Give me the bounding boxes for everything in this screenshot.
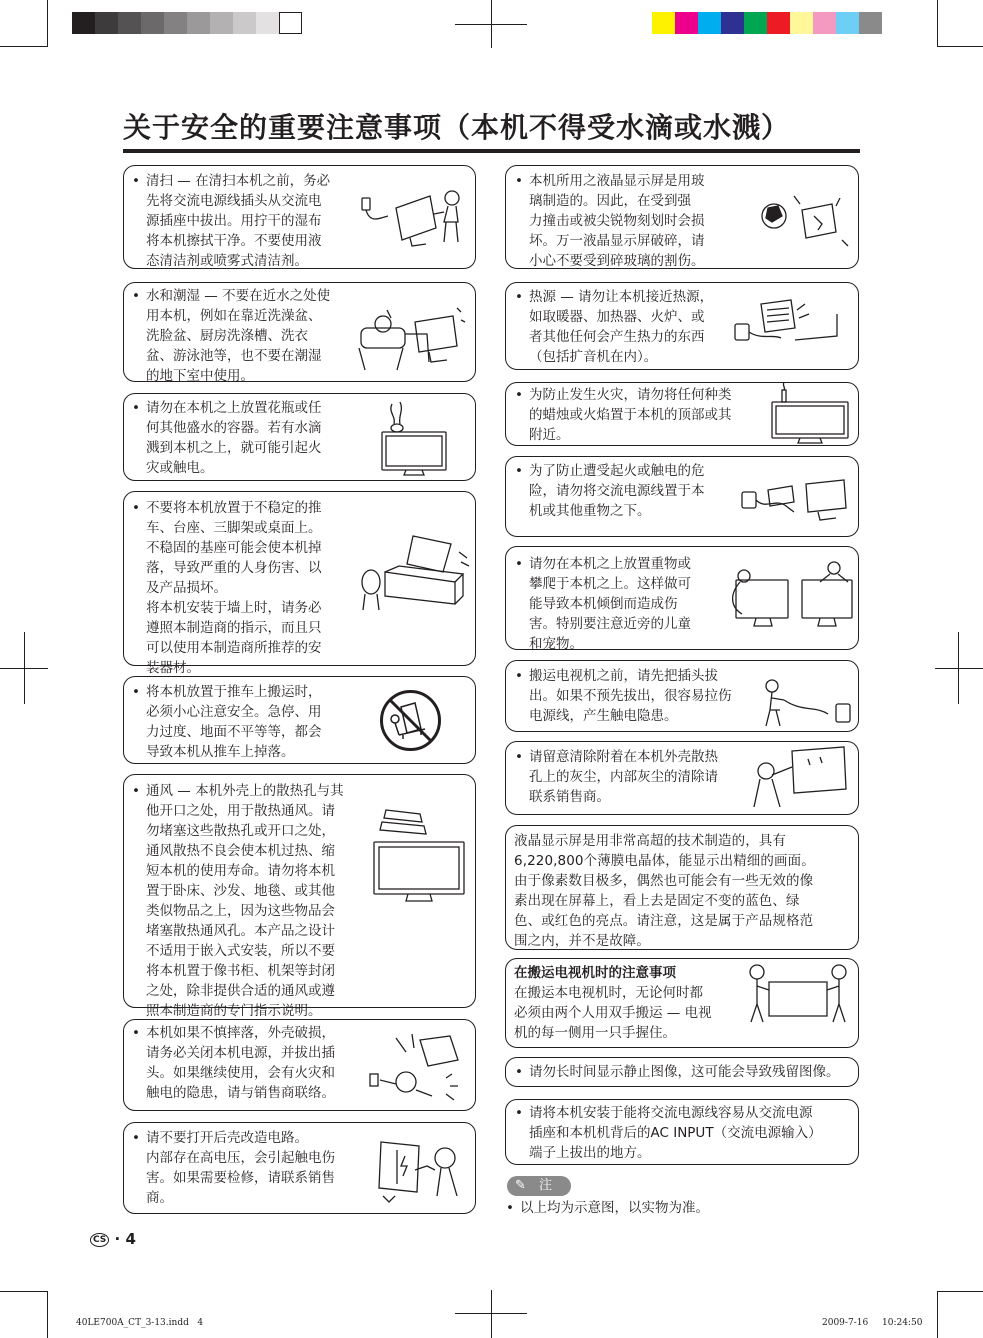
cart-warning-icon <box>379 689 442 752</box>
crop-mark <box>937 0 938 47</box>
color-swatch <box>675 12 698 34</box>
color-swatch <box>652 12 675 34</box>
note-text: 以上均为示意图，以实物为准。 <box>520 1200 709 1216</box>
note-text: 将本机放置于推车上搬运时， 必须小心注意安全。急停、用 力过度、地面不平等等，都会 导致本机从推车上掉落。 <box>146 684 322 760</box>
note-text: 水和潮湿 — 不要在近水之处使 用本机，例如在靠近洗澡盆、 洗脸盆、厨房洗涤槽、洗衣 盆、游泳池等，也不要在潮湿 的地下室中使用。 <box>146 288 331 384</box>
note-text: 请勿在本机之上放置重物或 攀爬于本机之上。这样做可 能导致本机倾倒而造成伤 害。特别要注意近旁的儿童 和宠物。 <box>529 556 691 652</box>
circuit-illustration <box>371 1136 469 1206</box>
note-label-text: 注 <box>539 1178 553 1193</box>
lcd-info-text: 液晶显示屏是用非常高超的技术制造的，具有 6,220,800个薄膜电晶体，能显示出精细的画面。 由于像素数目极多，偶然也可能会有一些无效的像 素出现在屏幕上，看上去是固定不变的蓝色、绿 色、或红色的亮点。请注意，这是属于产品规格范 围之内，并不是故障。 <box>514 833 815 949</box>
footer-file: 40LE700A_CT_3-13.indd 4 <box>76 1318 204 1328</box>
note-text: 热源 — 请勿让本机接近热源， 如取暖器、加热器、火炉、或 者其他任何会产生热力的东西 （包括扩音机在内）。 <box>529 289 714 365</box>
color-swatch <box>790 12 813 34</box>
note-text: 为了防止遭受起火或触电的危 险，请勿将交流电源线置于本 机或其他重物之下。 <box>529 463 705 519</box>
crop-mark <box>935 668 983 669</box>
crop-mark <box>0 668 48 669</box>
note-glass: • 本机所用之液晶显示屏是用玻 璃制造的。因此，在受到强 力撞击或被尖锐物刻划时会损 坏。万一液晶显示屏破碎，请 小心不要受到碎玻璃的割伤。 <box>515 173 705 269</box>
cleaning-illustration <box>360 188 468 262</box>
note-climb: • 请勿在本机之上放置重物或 攀爬于本机之上。这样做可 能导致本机倾倒而造成伤 害。特别要注意近旁的儿童 和宠物。 <box>515 556 691 652</box>
note-unplug: • 搬运电视机之前，请先把插头拔 出。如果不预先拔出，很容易拉伤 电源线，产生触电隐患。 <box>515 668 732 724</box>
footer-time: 10:24:50 <box>882 1318 923 1328</box>
color-swatch <box>164 12 187 34</box>
color-swatch <box>698 12 721 34</box>
candle-illustration <box>770 380 852 444</box>
water-illustration <box>357 302 469 376</box>
color-swatch <box>859 12 882 34</box>
color-swatch <box>118 12 141 34</box>
note-water: • 水和潮湿 — 不要在近水之处使 用本机，例如在靠近洗澡盆、 洗脸盆、厨房洗涤槽、洗衣 盆、游泳池等，也不要在潮湿 的地下室中使用。 <box>132 288 331 384</box>
color-swatch <box>187 12 210 34</box>
note-text: 不要将本机放置于不稳定的推 车、台座、三脚架或桌面上。 不稳固的基座可能会使本机掉 落，导致严重的人身伤害、以 及产品损坏。 将本机安装于墙上时，请务必 遵照本制造商的指示，而且只 可以使用本制造商所推荐的安 装器材。 <box>146 500 322 676</box>
heater-illustration <box>733 294 851 354</box>
crop-mark <box>937 1291 983 1292</box>
color-swatch <box>95 12 118 34</box>
note-cart: • 将本机放置于推车上搬运时， 必须小心注意安全。急停、用 力过度、地面不平等等，都会 导致本机从推车上掉落。 <box>132 684 322 760</box>
cord-illustration <box>740 472 852 526</box>
glass-break-illustration <box>756 190 852 250</box>
crop-mark <box>455 24 527 25</box>
note-text: 为防止发生火灾，请勿将任何种类 的蜡烛或火焰置于本机的顶部或其 附近。 <box>529 387 732 443</box>
ventilation-illustration <box>370 806 468 902</box>
note-cord: • 为了防止遭受起火或触电的危 险，请勿将交流电源线置于本 机或其他重物之下。 <box>515 463 705 519</box>
note-text: 请留意清除附着在本机外壳散热 孔上的灰尘，内部灰尘的清除请 联系销售商。 <box>529 749 718 805</box>
crop-mark <box>0 1291 47 1292</box>
crop-mark <box>47 1291 48 1338</box>
note-dropped: • 本机如果不慎摔落，外壳破损， 请务必关闭本机电源，并拔出插 头。如果继续使用，会有火灾和 触电的隐患，请与销售商联络。 <box>132 1025 335 1101</box>
note-candle: • 为防止发生火灾，请勿将任何种类 的蜡烛或火焰置于本机的顶部或其 附近。 <box>515 387 732 443</box>
unstable-stand-illustration <box>355 530 473 610</box>
crop-mark <box>455 1313 527 1314</box>
crop-mark <box>47 0 48 47</box>
unplug-illustration <box>756 676 854 728</box>
crop-mark <box>0 46 47 47</box>
climb-illustration <box>722 556 854 642</box>
transport-heading: 在搬运电视机时的注意事项 <box>514 965 676 981</box>
crop-mark <box>937 1291 938 1338</box>
vase-illustration <box>376 398 450 476</box>
crop-mark <box>491 1290 492 1338</box>
note-unstable: • 不要将本机放置于不稳定的推 车、台座、三脚架或桌面上。 不稳固的基座可能会使本机掉 落，导致严重的人身伤害、以 及产品损坏。 将本机安装于墙上时，请务必 遵照本制造商的指示，而且只 可以使用本制造商所推荐的安 装器材。 <box>132 500 322 676</box>
note-vase: • 请勿在本机之上放置花瓶或任 何其他盛水的容器。若有水滴 溅到本机之上，就可能引起火 灾或触电。 <box>132 400 322 476</box>
color-swatch <box>744 12 767 34</box>
note-heat: • 热源 — 请勿让本机接近热源， 如取暖器、加热器、火炉、或 者其他任何会产生热力的东西 （包括扩音机在内）。 <box>515 289 714 365</box>
note-ventilation: • 通风 — 本机外壳上的散热孔与其 他开口之处，用于散热通风。请 勿堵塞这些散热孔或开口之处， 通风散热不良会使本机过热、缩 短本机的使用寿命。请勿将本机 置于卧床、沙发、地毯、或其他 类似物品之上，因为这些物品会 堵塞散热通风孔。本产品之设计 不适用于嵌入式安装，所以不要 将本机置于像书柜、机架等封闭 之处，除非提供合适的通风或遵 照本制造商的专门指示说明。 <box>132 783 344 1019</box>
page-number-value: 4 <box>125 1230 136 1248</box>
crop-mark <box>937 46 983 47</box>
outlet-note: • 请将本机安装于能将交流电源线容易从交流电源 插座和本机机背后的AC INPUT（交流电源输入） 端子上拔出的地方。 <box>515 1105 822 1161</box>
note-circuit: • 请不要打开后壳改造电路。 内部存在高电压，会引起触电伤 害。如果需要检修，请联系销售 商。 <box>132 1130 335 1206</box>
color-swatch <box>813 12 836 34</box>
still-image-note: • 请勿长时间显示静止图像，这可能会导致残留图像。 <box>515 1064 840 1080</box>
page-separator: · <box>114 1230 121 1248</box>
note-label <box>507 1176 571 1196</box>
color-swatch <box>141 12 164 34</box>
color-swatch <box>72 12 95 34</box>
note-dust: • 请留意清除附着在本机外壳散热 孔上的灰尘，内部灰尘的清除请 联系销售商。 <box>515 749 718 805</box>
page-number <box>90 1230 136 1248</box>
language-badge: CS <box>90 1233 109 1247</box>
dropped-tv-illustration <box>366 1030 470 1106</box>
color-swatch <box>233 12 256 34</box>
color-swatch <box>256 12 279 34</box>
note-text: 搬运电视机之前，请先把插头拔 出。如果不预先拔出，很容易拉伤 电源线，产生触电隐患。 <box>529 668 732 724</box>
note-cleaning: • 清扫 — 在清扫本机之前，务必 先将交流电源线插头从交流电 源插座中拔出。用拧干的湿布 将本机擦拭干净。不要使用液 态清洁剂或喷雾式清洁剂。 <box>132 173 331 269</box>
title-rule <box>123 149 860 153</box>
illustration-note: • 以上均为示意图，以实物为准。 <box>506 1200 709 1216</box>
two-person-carry-illustration <box>745 960 853 1024</box>
note-text: 请将本机安装于能将交流电源线容易从交流电源 插座和本机机背后的AC INPUT（交流电源输入） 端子上拔出的地方。 <box>529 1105 822 1161</box>
note-text: 请勿在本机之上放置花瓶或任 何其他盛水的容器。若有水滴 溅到本机之上，就可能引起火 灾或触电。 <box>146 400 322 476</box>
dust-illustration <box>748 745 850 811</box>
note-text: 通风 — 本机外壳上的散热孔与其 他开口之处，用于散热通风。请 勿堵塞这些散热孔或开口之处， 通风散热不良会使本机过热、缩 短本机的使用寿命。请勿将本机 置于卧床、沙发、地毯、或其他 类似物品之上，因为这些物品会 堵塞散热通风孔。本产品之设计 不适用于嵌入式安装，所以不要 将本机置于像书柜、机架等封闭 之处，除非提供合适的通风或遵 照本制造商的专门指示说明。 <box>146 783 344 1019</box>
note-text: 清扫 — 在清扫本机之前，务必 先将交流电源线插头从交流电 源插座中拔出。用拧干的湿布 将本机擦拭干净。不要使用液 态清洁剂或喷雾式清洁剂。 <box>146 173 331 269</box>
note-text: 本机所用之液晶显示屏是用玻 璃制造的。因此，在受到强 力撞击或被尖锐物刻划时会损 坏。万一液晶显示屏破碎，请 小心不要受到碎玻璃的割伤。 <box>529 173 705 269</box>
color-swatch <box>767 12 790 34</box>
color-swatch <box>721 12 744 34</box>
footer-date: 2009-7-16 <box>822 1318 869 1328</box>
note-pencil-icon: ✎ <box>515 1178 526 1193</box>
color-swatch <box>836 12 859 34</box>
note-text: 请勿长时间显示静止图像，这可能会导致残留图像。 <box>529 1064 840 1080</box>
note-text: 请不要打开后壳改造电路。 内部存在高电压，会引起触电伤 害。如果需要检修，请联系销售 商。 <box>146 1130 335 1206</box>
page-title: 关于安全的重要注意事项（本机不得受水滴或水溅） <box>123 111 791 144</box>
color-swatch <box>279 12 302 34</box>
note-text: 本机如果不慎摔落，外壳破损， 请务必关闭本机电源，并拔出插 头。如果继续使用，会有火灾和 触电的隐患，请与销售商联络。 <box>146 1025 335 1101</box>
transport-text: 在搬运本电视机时，无论何时都 必须由两个人用双手搬运 — 电视 机的每一侧用一只手握住。 <box>514 985 712 1041</box>
color-swatch <box>210 12 233 34</box>
